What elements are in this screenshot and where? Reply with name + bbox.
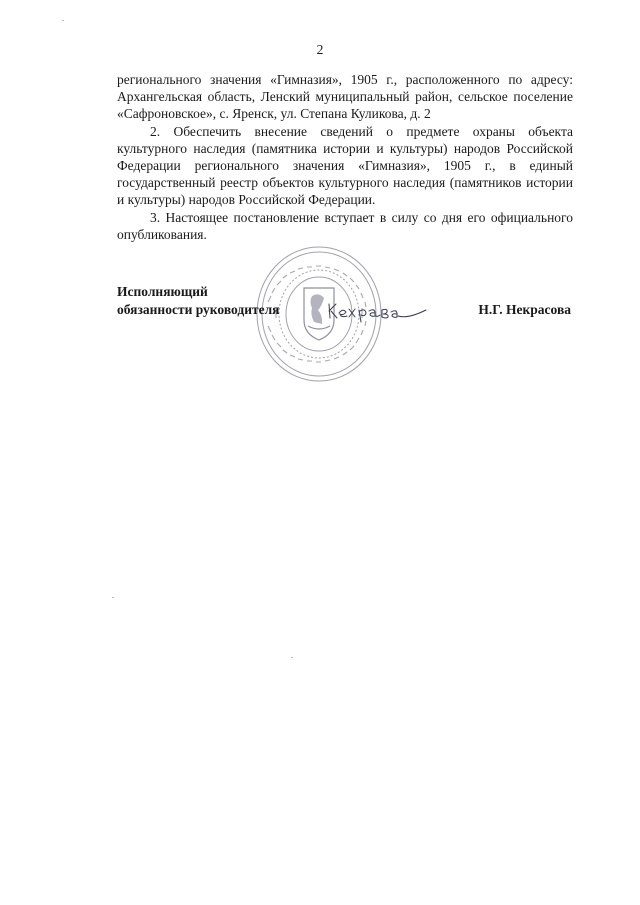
scan-speck <box>291 657 293 658</box>
document-body <box>117 71 573 243</box>
signature-block <box>117 283 573 323</box>
scan-speck <box>62 20 64 21</box>
scan-speck <box>112 597 114 598</box>
signer-position <box>117 283 280 319</box>
signer-name: Н.Г. Некрасова <box>478 302 571 317</box>
paragraph-item-3: 3. Настоящее постановление вступает в силу со дня его официального опубликования. <box>117 209 573 242</box>
signer-position-line-1: Исполняющий <box>117 284 208 299</box>
signer-position-line-2: обязанности руководителя <box>117 302 280 317</box>
paragraph-item-2: 2. Обеспечить внесение сведений о предмете охраны объекта культурного наследия (памятника истории и культуры) народов Российской Федерации регионального значения «Гимназия», 1905 г., в единый государственный реестр объектов культурного наследия (памятников истории и культуры) народов Российской Федерации. <box>117 123 573 208</box>
paragraph-continuation: регионального значения «Гимназия», 1905 г., расположенного по адресу: Архангельская область, Ленский муниципальный район, сельское поселение «Сафроновское», с. Яренск, ул. Степана Куликова, д. 2 <box>117 72 573 122</box>
page-number: 2 <box>316 42 324 57</box>
